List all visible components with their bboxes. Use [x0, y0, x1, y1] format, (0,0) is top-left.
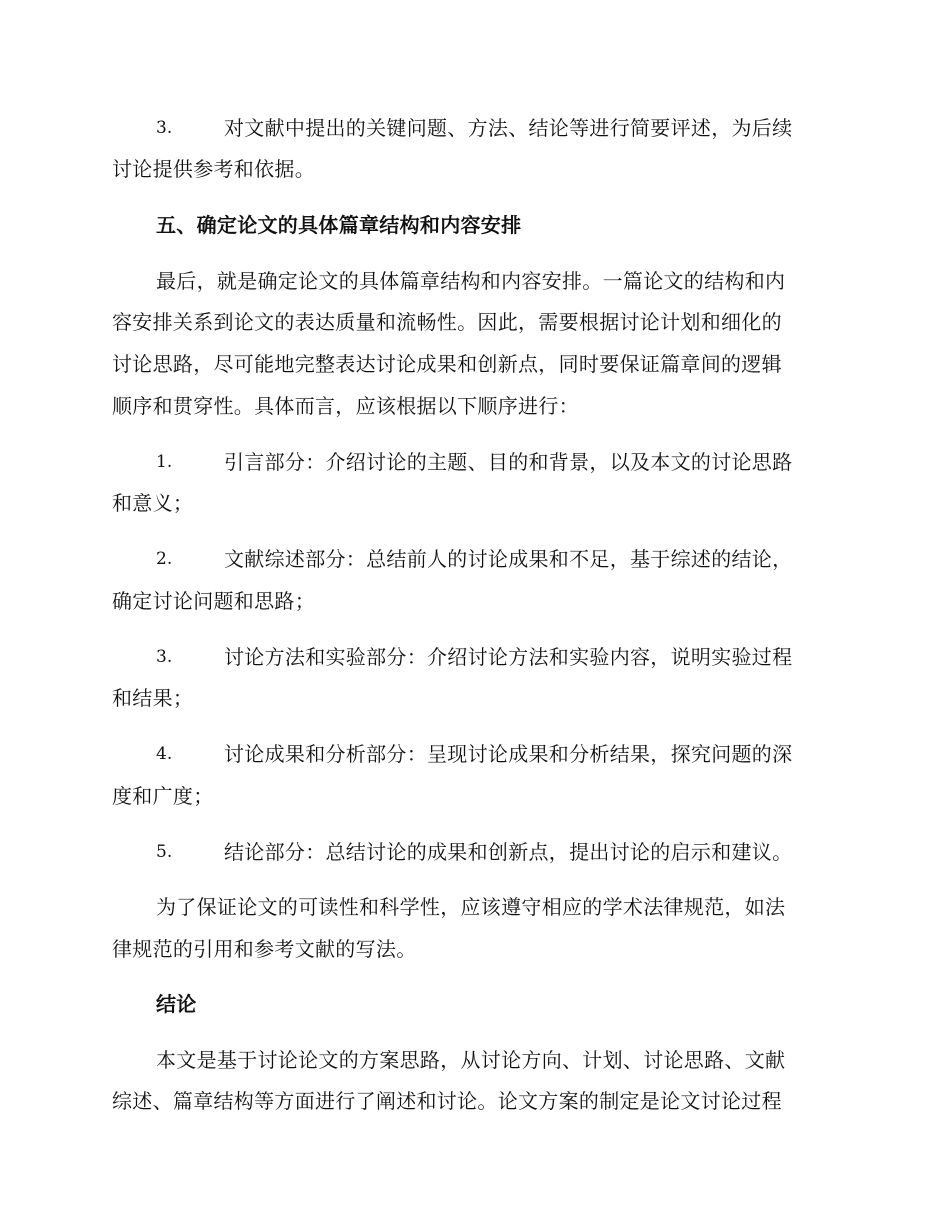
list-number: 3.: [156, 647, 173, 667]
list-number: 2.: [156, 549, 173, 569]
paragraph-line: 顺序和贯穿性。具体而言，应该根据以下顺序进行：: [112, 394, 579, 418]
list-item-text: 对文献中提出的关键问题、方法、结论等进行简要评述，为后续: [224, 116, 793, 140]
list-item-text: 引言部分：介绍讨论的主题、目的和背景，以及本文的讨论思路: [224, 450, 793, 474]
paragraph-line: 为了保证论文的可读性和科学性，应该遵守相应的学术法律规范，如法: [156, 895, 786, 919]
list-item-text-continued: 和意义；: [112, 491, 194, 515]
list-item-text-continued: 度和广度；: [112, 784, 214, 808]
list-number: 5.: [156, 842, 173, 862]
paragraph-line: 讨论思路，尽可能地完整表达讨论成果和创新点，同时要保证篇章间的逻辑: [112, 352, 782, 376]
section-heading: 五、确定论文的具体篇章结构和内容安排: [156, 213, 522, 237]
list-item-text: 文献综述部分：总结前人的讨论成果和不足，基于综述的结论，: [224, 547, 793, 571]
list-number: 4.: [156, 744, 173, 764]
list-number: 1.: [156, 452, 173, 472]
list-item-text-continued: 和结果；: [112, 686, 194, 710]
paragraph-line: 律规范的引用和参考文献的写法。: [112, 937, 417, 961]
list-item-text-continued: 确定讨论问题和思路；: [112, 589, 315, 613]
list-item-text: 结论部分：总结讨论的成果和创新点，提出讨论的启示和建议。: [224, 840, 793, 864]
list-item-text: 讨论成果和分析部分：呈现讨论成果和分析结果，探究问题的深: [224, 742, 793, 766]
paragraph-line: 最后，就是确定论文的具体篇章结构和内容安排。一篇论文的结构和内: [156, 269, 786, 293]
list-item-text: 讨论方法和实验部分：介绍讨论方法和实验内容，说明实验过程: [224, 645, 793, 669]
paragraph-line: 容安排关系到论文的表达质量和流畅性。因此，需要根据讨论计划和细化的: [112, 310, 782, 334]
list-number: 3.: [156, 118, 173, 138]
conclusion-heading: 结论: [156, 992, 197, 1016]
paragraph-line: 本文是基于讨论论文的方案思路，从讨论方向、计划、讨论思路、文献: [156, 1048, 786, 1072]
paragraph-line: 综述、篇章结构等方面进行了阐述和讨论。论文方案的制定是论文讨论过程: [112, 1089, 782, 1113]
list-item-text-continued: 讨论提供参考和依据。: [112, 157, 315, 181]
